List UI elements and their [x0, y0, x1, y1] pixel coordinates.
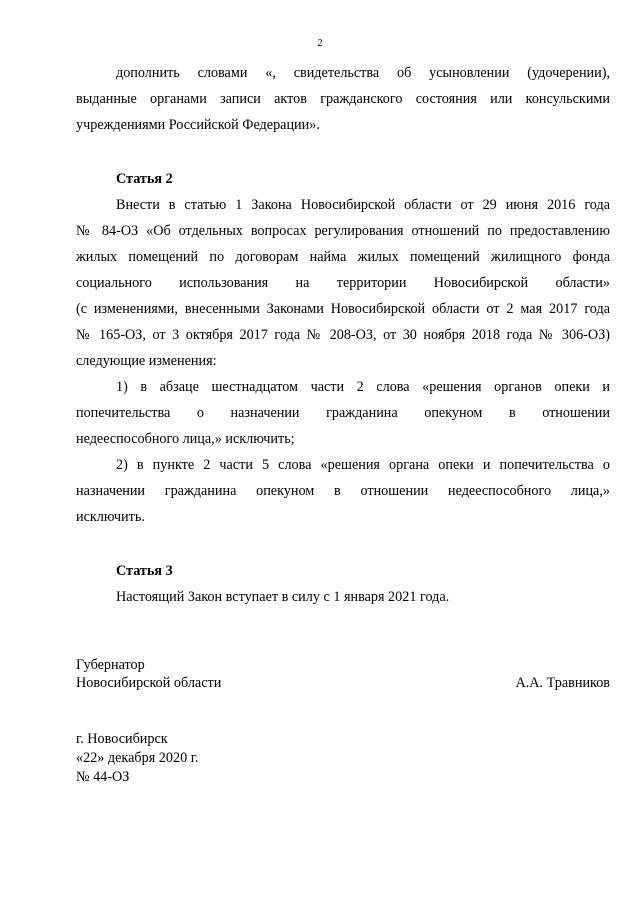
article-3-paragraph — [76, 584, 610, 610]
article-3-heading: Статья 3 — [116, 563, 173, 579]
article-2-heading: Статья 2 — [116, 171, 173, 187]
article-2-line: (с изменениями, внесенными Законами Новосибирской области от 2 мая 2017 года — [76, 301, 610, 317]
date: «22» декабря 2020 г. — [76, 750, 199, 766]
city: г. Новосибирск — [76, 731, 168, 747]
signer-name: А.А. Травников — [515, 675, 610, 691]
law-number: № 44-ОЗ — [76, 769, 130, 785]
page-number: 2 — [317, 38, 323, 49]
item-2-line: назначении гражданина опекуном в отношении недееспособного лица,» — [76, 483, 610, 499]
item-1-line: попечительства о назначении гражданина опекуном в отношении — [76, 405, 610, 421]
document-body — [76, 60, 610, 610]
signer-title-line1: Губернатор — [76, 657, 145, 673]
item-1-line: 1) в абзаце шестнадцатом части 2 слова «решения органов опеки и — [116, 379, 610, 395]
intro-line: выданные органами записи актов гражданского состояния или консульскими — [76, 91, 610, 107]
signer-title-line2: Новосибирской области — [76, 675, 222, 691]
intro-paragraph — [76, 60, 610, 138]
article-2-line: № 165-ОЗ, от 3 октября 2017 года № 208-ОЗ, от 30 ноября 2018 года № 306-ОЗ) — [76, 327, 610, 343]
article-2-line: жилых помещений по договорам найма жилых помещений жилищного фонда — [76, 249, 610, 265]
intro-line: учреждениями Российской Федерации». — [76, 117, 320, 133]
article-2-item-1 — [76, 374, 610, 452]
place-date-block — [76, 730, 198, 787]
signature-block — [76, 656, 610, 692]
item-2-line: 2) в пункте 2 части 5 слова «решения органа опеки и попечительства о — [116, 457, 610, 473]
article-2-paragraph — [76, 192, 610, 374]
article-2-line: следующие изменения: — [76, 353, 217, 369]
article-2-line: № 84-ОЗ «Об отдельных вопросах регулирования отношений по предоставлению — [76, 223, 610, 239]
item-2-line: исключить. — [76, 509, 145, 525]
article-2-item-2 — [76, 452, 610, 530]
article-3-line: Настоящий Закон вступает в силу с 1 января 2021 года. — [116, 589, 450, 605]
intro-line: дополнить словами «, свидетельства об усыновлении (удочерении), — [116, 65, 610, 81]
article-2-line: социального использования на территории Новосибирской области» — [76, 275, 610, 291]
item-1-line: недееспособного лица,» исключить; — [76, 431, 295, 447]
article-2-line: Внести в статью 1 Закона Новосибирской области от 29 июня 2016 года — [116, 197, 610, 213]
